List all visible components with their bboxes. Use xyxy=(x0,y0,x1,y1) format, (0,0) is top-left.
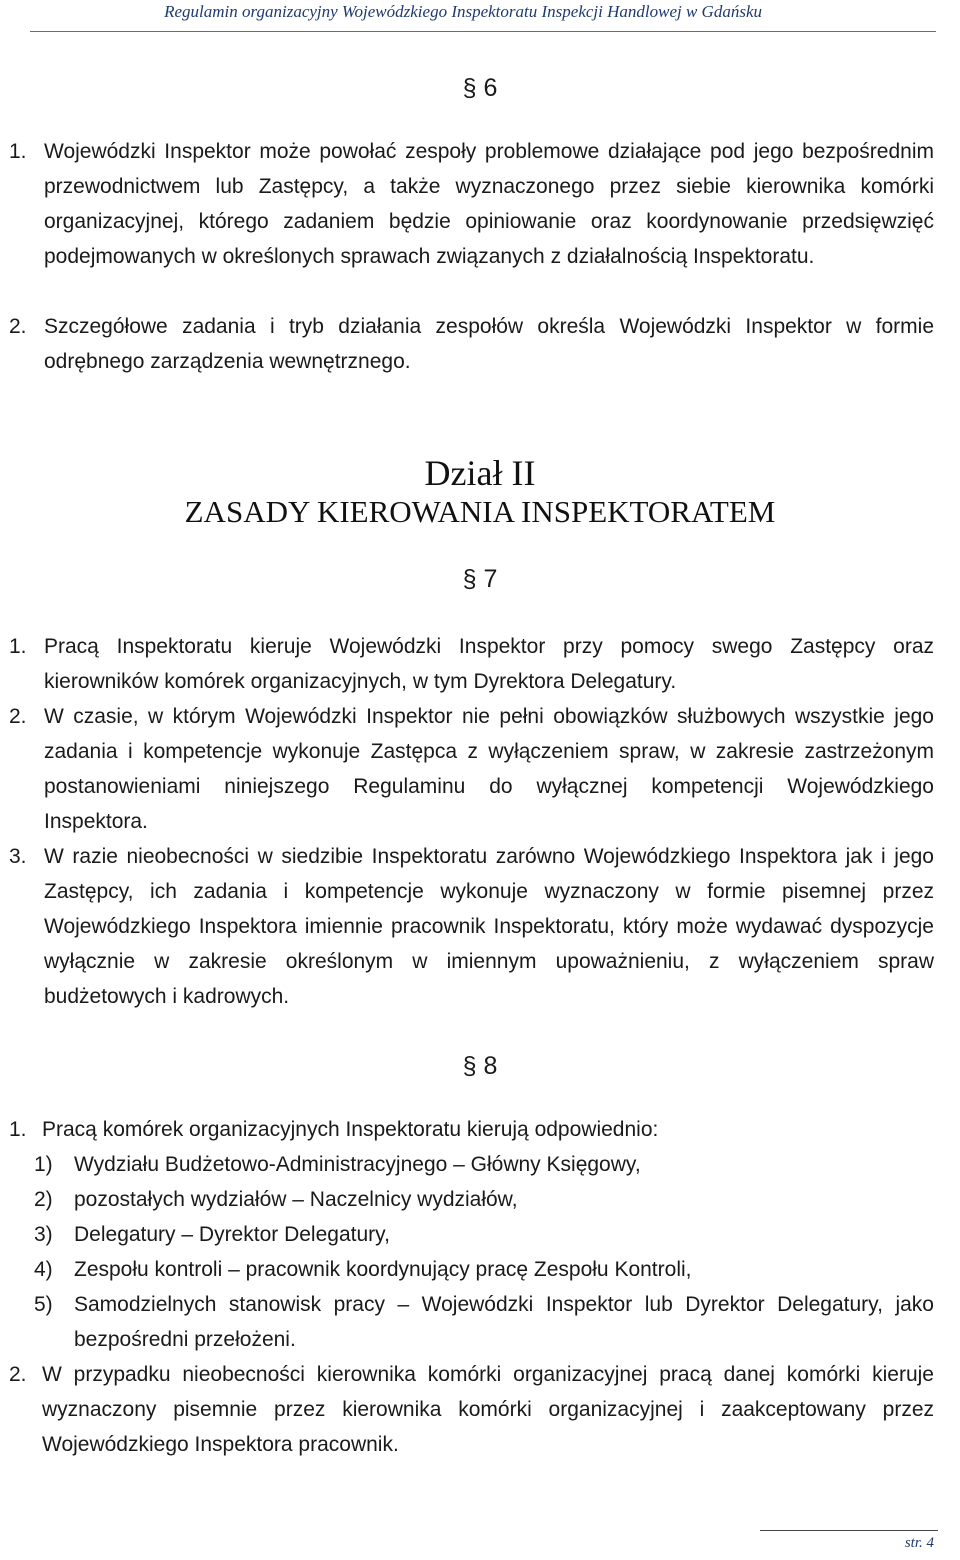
division-title: Dział II xyxy=(424,453,536,493)
sec8-p2-text: W przypadku nieobecności kierownika komórki organizacyjnej pracą danej komórki kieruje wyznaczony pisemnie przez kierownika komórki organizacyjnej i zaakceptowany przez Wojewódzkiego Inspektora pracownik. xyxy=(42,1363,934,1456)
sec7-p3-text: W razie nieobecności w siedzibie Inspektoratu zarówno Wojewódzkiego Inspektora jak i jego Zastępcy, ich zadania i kompetencje wykonuje wyznaczony w formie pisemnej przez Wojewódzkiego Inspektora imiennie pracownik Inspektoratu, który może wydawać dyspozycje wyłącznie w zakresie określonym w imiennym upoważnieniu, z wyłączeniem spraw budżetowych i kadrowych. xyxy=(44,845,934,1008)
sec8-p1-number: 1. xyxy=(9,1118,27,1141)
list-item-number: 1) xyxy=(34,1153,53,1176)
page-number: str. 4 xyxy=(904,1535,934,1551)
sec8-p2-number: 2. xyxy=(9,1363,27,1386)
sec6-p1-number: 1. xyxy=(9,140,27,163)
list-item-text: Samodzielnych stanowisk pracy – Wojewódzki Inspektor lub Dyrektor Delegatury, jako bezpośredni przełożeni. xyxy=(74,1293,934,1351)
section-6-heading: § 6 xyxy=(462,74,498,102)
list-item-text: Wydziału Budżetowo-Administracyjnego – Główny Księgowy, xyxy=(74,1153,641,1176)
list-item-text: Zespołu kontroli – pracownik koordynujący pracę Zespołu Kontroli, xyxy=(74,1258,692,1281)
list-item-number: 4) xyxy=(34,1258,53,1281)
header-title: Regulamin organizacyjny Wojewódzkiego Inspektoratu Inspekcji Handlowej w Gdańsku xyxy=(164,2,762,21)
sec7-p2-text: W czasie, w którym Wojewódzki Inspektor nie pełni obowiązków służbowych wszystkie jego zadania i kompetencje wykonuje Zastępca z wyłączeniem spraw, w zakresie zastrzeżonym postanowieniami niniejszego Regulaminu do wyłącznej kompetencji Wojewódzkiego Inspektora. xyxy=(44,705,934,833)
division-subtitle: ZASADY KIEROWANIA INSPEKTORATEM xyxy=(184,494,776,529)
list-item-number: 2) xyxy=(34,1188,53,1211)
header-rule xyxy=(30,31,936,32)
page-header xyxy=(0,0,960,40)
footer-rule xyxy=(760,1530,938,1531)
sec6-p1-text: Wojewódzki Inspektor może powołać zespoły problemowe działające pod jego bezpośrednim przewodnictwem lub Zastępcy, a także wyznaczonego przez siebie kierownika komórki organizacyjnej, którego zadaniem będzie opiniowanie oraz koordynowanie przedsięwzięć podejmowanych w określonych sprawach związanych z działalnością Inspektoratu. xyxy=(44,140,934,268)
sec7-p3-number: 3. xyxy=(9,845,27,868)
sec7-p1-number: 1. xyxy=(9,635,27,658)
section-8-heading: § 8 xyxy=(462,1052,498,1080)
section-7-heading: § 7 xyxy=(462,565,498,593)
list-item-text: Delegatury – Dyrektor Delegatury, xyxy=(74,1223,390,1246)
sec6-p2-number: 2. xyxy=(9,315,27,338)
sec6-p2-text: Szczegółowe zadania i tryb działania zespołów określa Wojewódzki Inspektor w formie odrębnego zarządzenia wewnętrznego. xyxy=(44,315,934,373)
list-item-text: pozostałych wydziałów – Naczelnicy wydziałów, xyxy=(74,1188,518,1211)
sec8-p1-text: Pracą komórek organizacyjnych Inspektoratu kierują odpowiednio: xyxy=(42,1118,659,1141)
list-item-number: 3) xyxy=(34,1223,53,1246)
sec7-p2-number: 2. xyxy=(9,705,27,728)
list-item-number: 5) xyxy=(34,1293,53,1316)
sec7-p1-text: Pracą Inspektoratu kieruje Wojewódzki Inspektor przy pomocy swego Zastępcy oraz kierowników komórek organizacyjnych, w tym Dyrektora Delegatury. xyxy=(44,635,934,693)
